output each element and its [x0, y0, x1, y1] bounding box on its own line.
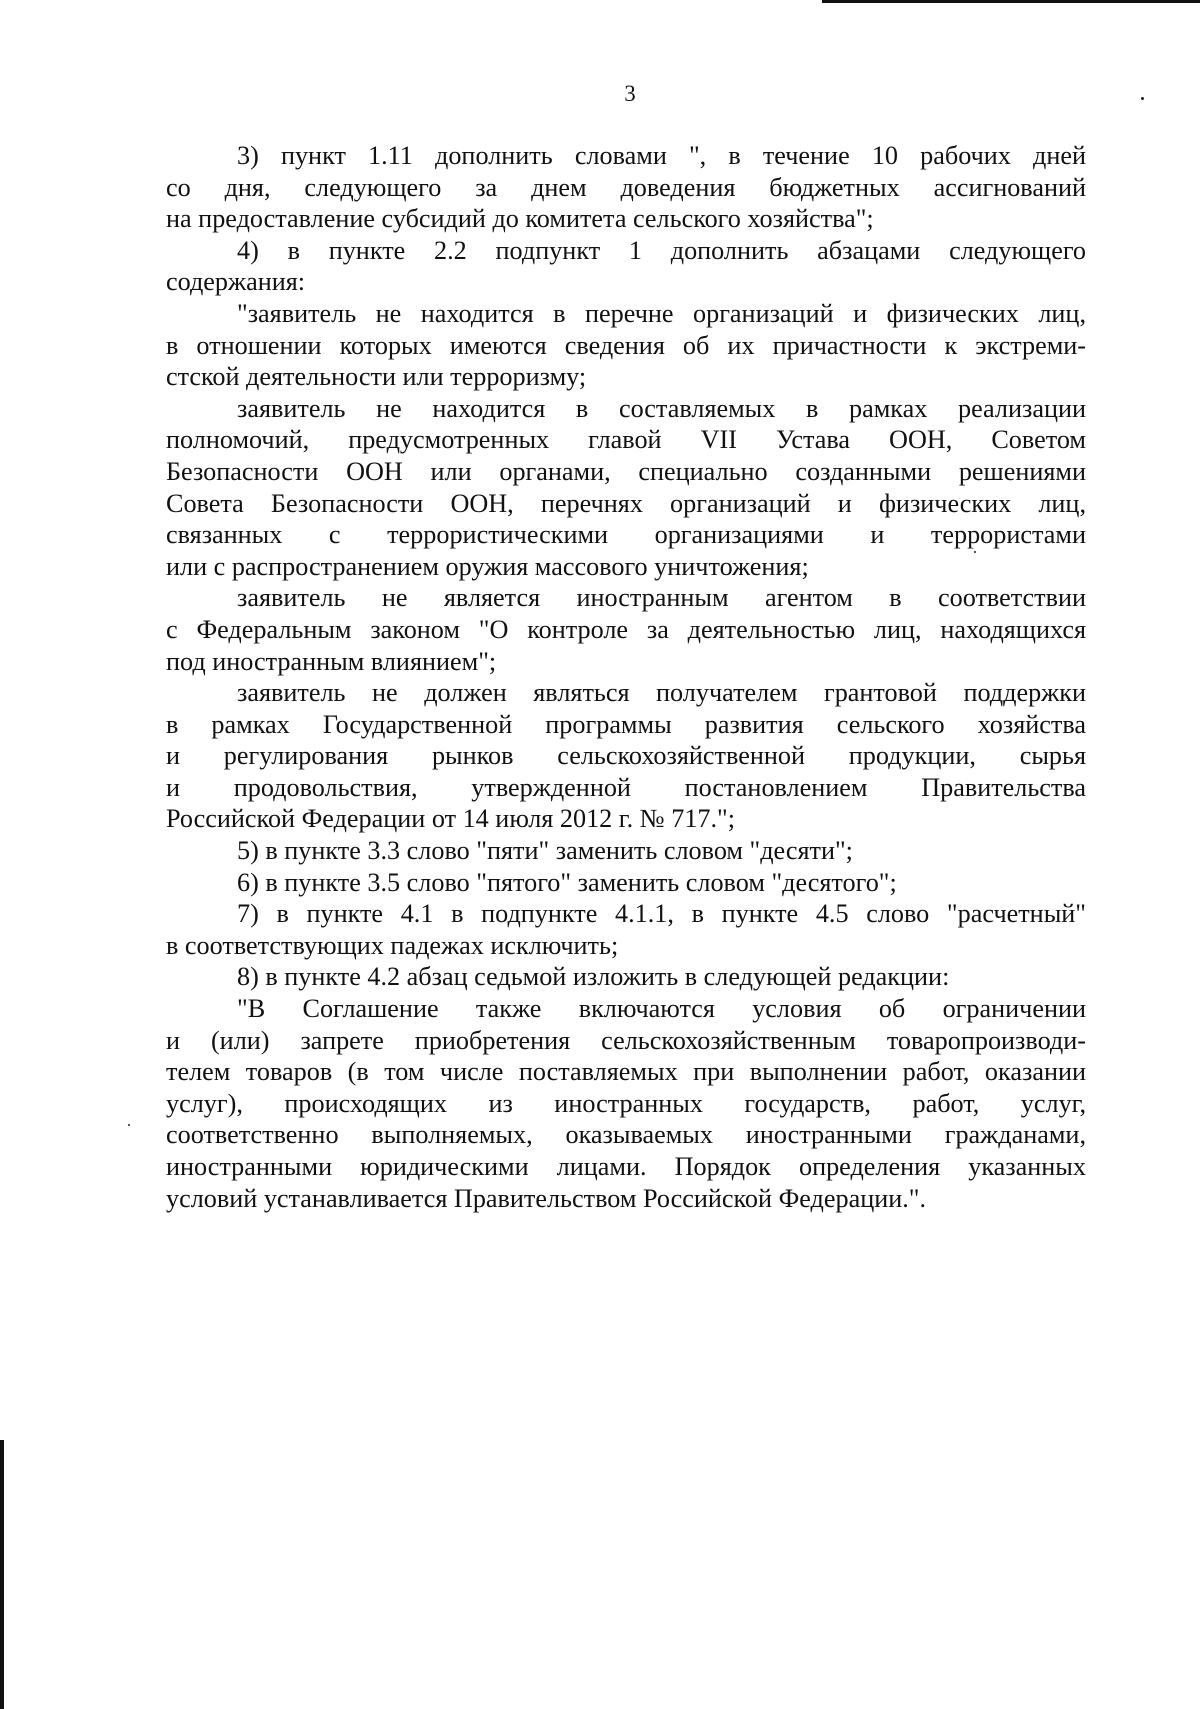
scan-edge-left	[0, 1440, 4, 1709]
text-line: с Федеральным законом "О контроле за деятельностью лиц, находящихся	[166, 614, 1086, 644]
text-line: или с распространением оружия массового уничтожения;	[166, 551, 809, 581]
text-line: содержания:	[166, 267, 306, 297]
text-line: Российской Федерации от 14 июля 2012 г. № 717.";	[166, 804, 736, 834]
text-line: и продовольствия, утвержденной постановлением Правительства	[166, 772, 1086, 802]
text-line: иностранными юридическими лицами. Порядок определения указанных	[166, 1152, 1086, 1181]
text-line: в рамках Государственной программы развития сельского хозяйства	[166, 709, 1086, 739]
text-line: 5) в пункте 3.3 слово "пяти" заменить словом "десяти";	[237, 836, 853, 866]
text-line: условий устанавливается Правительством Российской Федерации.".	[166, 1183, 927, 1213]
text-line: соответственно выполняемых, оказываемых иностранными гражданами,	[166, 1120, 1086, 1150]
text-line: 7) в пункте 4.1 в подпункте 4.1.1, в пункте 4.5 слово "расчетный"	[237, 899, 1086, 929]
text-line: услуг), происходящих из иностранных государств, работ, услуг,	[166, 1088, 1086, 1118]
text-line: и (или) запрете приобретения сельскохозяйственным товаропроизводи-	[166, 1025, 1086, 1055]
text-line: и регулирования рынков сельскохозяйственной продукции, сырья	[166, 741, 1086, 771]
text-line: связанных с террористическими организациями и террористами	[166, 520, 1086, 550]
text-line: 4) в пункте 2.2 подпункт 1 дополнить абзацами следующего	[237, 235, 1086, 265]
text-line: заявитель не должен являться получателем грантовой поддержки	[237, 678, 1086, 708]
scan-speck	[128, 1124, 130, 1126]
text-line: заявитель не является иностранным агентом в соответствии	[237, 583, 1086, 613]
text-line: заявитель не находится в составляемых в рамках реализации	[237, 393, 1086, 423]
text-line: под иностранным влиянием";	[166, 646, 497, 676]
text-line: 8) в пункте 4.2 абзац седьмой изложить в следующей редакции:	[237, 962, 950, 992]
text-line: "В Соглашение также включаются условия об ограничении	[237, 994, 1086, 1024]
text-line: 3) пункт 1.11 дополнить словами ", в течение 10 рабочих дней	[237, 141, 1086, 170]
text-line: телем товаров (в том числе поставляемых при выполнении работ, оказании	[166, 1057, 1086, 1087]
text-line: на предоставление субсидий до комитета сельского хозяйства";	[166, 204, 874, 234]
text-line: стской деятельности или терроризму;	[166, 362, 587, 392]
text-line: со дня, следующего за днем доведения бюджетных ассигнований	[166, 172, 1086, 202]
document-body	[166, 140, 1086, 1214]
scan-edge-top	[822, 0, 1200, 3]
text-line: в соответствующих падежах исключить;	[166, 930, 619, 960]
text-line: в отношении которых имеются сведения об их причастности к экстреми-	[166, 330, 1086, 360]
text-line: полномочий, предусмотренных главой VII Устава ООН, Советом	[166, 425, 1086, 455]
text-line: Безопасности ООН или органами, специально созданными решениями	[166, 456, 1086, 486]
text-line: 6) в пункте 3.5 слово "пятого" заменить словом "десятого";	[237, 867, 897, 897]
text-line: Совета Безопасности ООН, перечнях организаций и физических лиц,	[166, 488, 1086, 518]
page-number: 3	[624, 81, 636, 106]
text-line: "заявитель не находится в перечне организаций и физических лиц,	[237, 298, 1086, 328]
